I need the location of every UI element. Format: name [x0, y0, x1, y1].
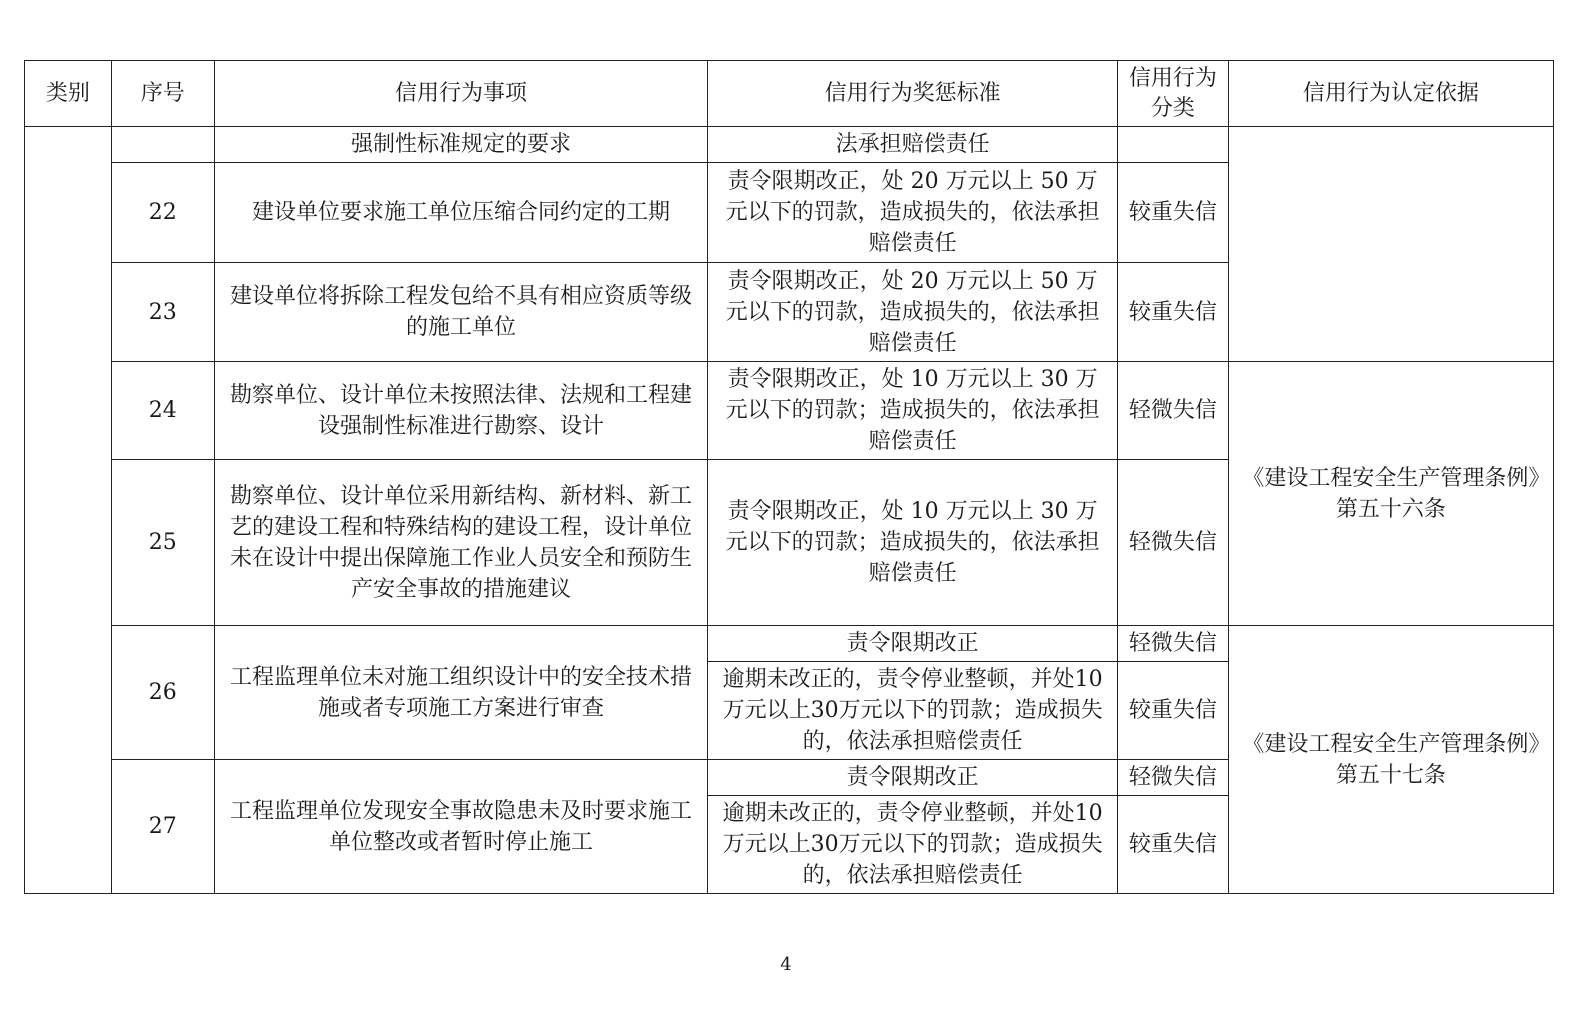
classification-cell: 较重失信 — [1118, 796, 1229, 894]
seq-cell: 23 — [111, 263, 214, 362]
category-cell — [25, 127, 112, 894]
seq-cell: 25 — [111, 460, 214, 626]
header-row — [25, 61, 1554, 127]
standard-cell: 逾期未改正的，责令停业整顿，并处10万元以上30万元以下的罚款；造成损失的，依法承担赔偿责任 — [708, 796, 1118, 894]
standard-cell: 责令限期改正，处 10 万元以上 30 万元以下的罚款；造成损失的，依法承担赔偿责任 — [708, 460, 1118, 626]
classification-cell: 轻微失信 — [1118, 760, 1229, 796]
header-category: 类别 — [25, 61, 112, 127]
item-cell: 工程监理单位未对施工组织设计中的安全技术措施或者专项施工方案进行审查 — [214, 626, 707, 760]
classification-cell: 较重失信 — [1118, 163, 1229, 263]
item-cell: 建设单位要求施工单位压缩合同约定的工期 — [214, 163, 707, 263]
standard-cell: 责令限期改正，处 20 万元以上 50 万元以下的罚款，造成损失的，依法承担赔偿责任 — [708, 263, 1118, 362]
basis-cell-57: 《建设工程安全生产管理条例》第五十七条 — [1228, 626, 1553, 894]
header-standard: 信用行为奖惩标准 — [708, 61, 1118, 127]
standard-cell: 法承担赔偿责任 — [708, 127, 1118, 163]
item-cell: 勘察单位、设计单位未按照法律、法规和工程建设强制性标准进行勘察、设计 — [214, 362, 707, 460]
standard-cell: 责令限期改正 — [708, 760, 1118, 796]
standard-cell: 逾期未改正的，责令停业整顿，并处10万元以上30万元以下的罚款；造成损失的，依法承担赔偿责任 — [708, 662, 1118, 760]
header-item: 信用行为事项 — [214, 61, 707, 127]
item-cell: 工程监理单位发现安全事故隐患未及时要求施工单位整改或者暂时停止施工 — [214, 760, 707, 894]
seq-cell: 24 — [111, 362, 214, 460]
table-row — [25, 127, 1554, 163]
classification-cell: 较重失信 — [1118, 662, 1229, 760]
basis-cell-56: 《建设工程安全生产管理条例》第五十六条 — [1228, 362, 1553, 626]
seq-cell: 27 — [111, 760, 214, 894]
standard-cell: 责令限期改正，处 10 万元以上 30 万元以下的罚款；造成损失的，依法承担赔偿责任 — [708, 362, 1118, 460]
classification-cell: 轻微失信 — [1118, 362, 1229, 460]
item-cell: 建设单位将拆除工程发包给不具有相应资质等级的施工单位 — [214, 263, 707, 362]
standard-cell: 责令限期改正 — [708, 626, 1118, 662]
header-classification: 信用行为分类 — [1118, 61, 1229, 127]
seq-cell — [111, 127, 214, 163]
seq-cell: 22 — [111, 163, 214, 263]
classification-cell: 轻微失信 — [1118, 460, 1229, 626]
classification-cell: 轻微失信 — [1118, 626, 1229, 662]
header-seq: 序号 — [111, 61, 214, 127]
basis-cell-empty — [1228, 127, 1553, 362]
seq-cell: 26 — [111, 626, 214, 760]
credit-behavior-table — [24, 60, 1554, 894]
header-basis: 信用行为认定依据 — [1228, 61, 1553, 127]
item-cell: 勘察单位、设计单位采用新结构、新材料、新工艺的建设工程和特殊结构的建设工程，设计单位未在设计中提出保障施工作业人员安全和预防生产安全事故的措施建议 — [214, 460, 707, 626]
classification-cell: 较重失信 — [1118, 263, 1229, 362]
table-row — [25, 626, 1554, 662]
classification-cell — [1118, 127, 1229, 163]
page-number: 4 — [780, 954, 792, 975]
table-row — [25, 362, 1554, 460]
item-cell: 强制性标准规定的要求 — [214, 127, 707, 163]
standard-cell: 责令限期改正，处 20 万元以上 50 万元以下的罚款，造成损失的，依法承担赔偿责任 — [708, 163, 1118, 263]
